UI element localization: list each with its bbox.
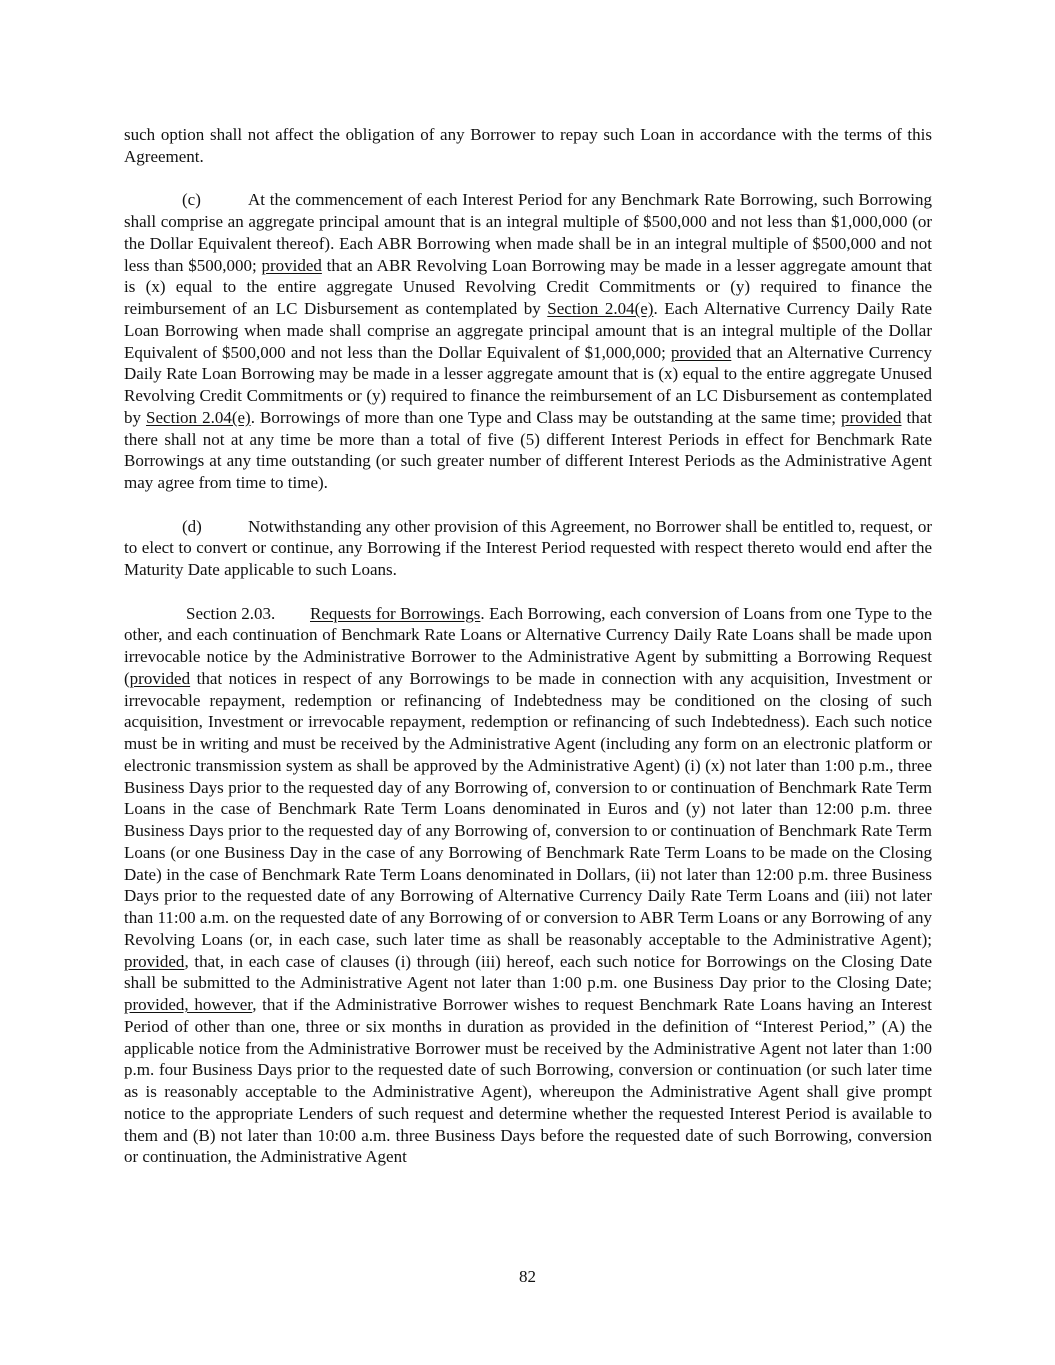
clause-c-text-5: . Borrowings of more than one Type and Class may be outstanding at the same time; xyxy=(250,407,842,427)
provided-term: provided xyxy=(670,342,732,362)
provided-term: provided xyxy=(129,668,191,688)
clause-c-text-3: . Each Alternative Currency Daily Rate Loan Borrowing when made shall comprise an aggregate principal amount that is an integral multiple of the Dollar Equivalent of $500,000 and not less than the Dollar Equivalent of $1,000,000; xyxy=(124,299,933,362)
provided-term: provided xyxy=(124,951,185,971)
section-text-3: , that, in each case of clauses (i) through (iii) hereof, each such notice for Borrowings on the Closing Date shall be submitted to the Administrative Agent not later than 1:00 p.m. one Business Day prior to the Closing Date; xyxy=(124,951,932,993)
provided-however-term: provided, however xyxy=(124,995,253,1014)
paragraph-text: such option shall not affect the obligation of any Borrower to repay such Loan in accordance with the terms of this Agreement. xyxy=(124,125,932,166)
provided-term: provided xyxy=(841,407,902,427)
page-number: 82 xyxy=(519,1267,536,1286)
clause-c-text-1: At the commencement of each Interest Period for any Benchmark Rate Borrowing, such Borrowing shall comprise an aggregate principal amount that is an integral multiple of $500,000 and not less than $1,000,000 (or the Dollar Equivalent thereof). Each ABR Borrowing when made shall be in an integral multiple of $500,000 and not less than $500,000; xyxy=(124,190,932,275)
section-text-1: . Each Borrowing, each conversion of Loans from one Type to the other, and each continuation of Benchmark Rate Loans or Alternative Currency Daily Rate Loans shall be made upon irrevocable notice by the Administrative Borrower to the Administrative Agent by submitting a Borrowing Request ( xyxy=(124,603,933,688)
section-heading: Requests for Borrowings xyxy=(310,603,481,623)
clause-label-c: (c) xyxy=(182,190,201,210)
provided-term: provided xyxy=(261,255,322,275)
clause-c-text-2: that an ABR Revolving Loan Borrowing may be made in a lesser aggregate amount that is (x) equal to the entire aggregate Unused Revolving Credit Commitments or (y) required to finance the reimbursement of an LC Disbursement as contemplated by xyxy=(124,255,932,318)
clause-d-text: Notwithstanding any other provision of this Agreement, no Borrower shall be entitled to, request, or to elect to convert or continue, any Borrowing if the Interest Period requested with respect thereto would end after the Maturity Date applicable to such Loans. xyxy=(124,516,932,579)
paragraph-d xyxy=(124,516,932,581)
clause-label-d: (d) xyxy=(182,516,202,536)
page-body xyxy=(124,124,932,1190)
clause-c-text-6: that there shall not at any time be more than a total of five (5) different Interest Periods in effect for Benchmark Rate Borrowings at any time outstanding (or such greater number of different Interest Periods as the Administrative Agent may agree from time to time). xyxy=(124,407,933,492)
section-2-03 xyxy=(124,603,932,1169)
section-text-4: , that if the Administrative Borrower wishes to request Benchmark Rate Loans having an Interest Period of other than one, three or six months in duration as provided in the definition of “Interest Period,” (A) the applicable notice from the Administrative Borrower must be received by the Administrative Agent not later than 1:00 p.m. four Business Days prior to the requested date of such Borrowing, conversion or continuation (or such later time as is reasonably acceptable to the Administrative Agent), whereupon the Administrative Agent shall give prompt notice to the appropriate Lenders of such request and determine whether the requested Interest Period is available to them and (B) not later than 10:00 a.m. three Business Days before the requested date of such Borrowing, conversion or continuation, the Administrative Agent xyxy=(124,995,932,1167)
section-reference: Section 2.04(e) xyxy=(146,407,251,427)
section-number: Section 2.03. xyxy=(186,603,276,623)
paragraph-continuation xyxy=(124,124,932,168)
clause-c-text-4: that an Alternative Currency Daily Rate Loan Borrowing may be made in a lesser aggregate amount that is (x) equal to the entire aggregate Unused Revolving Credit Commitments or (y) required to finance the reimbursement of an LC Disbursement as contemplated by xyxy=(124,342,932,427)
section-reference: Section 2.04(e) xyxy=(547,299,654,318)
section-text-2: that notices in respect of any Borrowings to be made in connection with any acquisition, Investment or irrevocable repayment, redemption or refinancing of Indebtedness may be conditioned on the closing of such acquisition, Investment or irrevocable repayment, redemption or refinancing of such Indebtedness). Each such notice must be in writing and must be received by the Administrative Agent (including any form on an electronic platform or electronic transmission system as shall be approved by the Administrative Agent) (i) (x) not later than 1:00 p.m., three Business Days prior to the requested day of any Borrowing of, conversion to or continuation of Benchmark Rate Term Loans in the case of Benchmark Rate Term Loans denominated in Euros and (y) not later than 12:00 p.m. three Business Days prior to the requested day of any Borrowing of, conversion to or continuation of Benchmark Rate Term Loans (or one Business Day in the case of any Borrowing of Benchmark Rate Term Loans to be made on the Closing Date) in the case of Benchmark Rate Term Loans denominated in Dollars, (ii) not later than 12:00 p.m. three Business Days prior to the requested date of any Borrowing of Alternative Currency Daily Rate Term Loans and (iii) not later than 11:00 a.m. on the requested date of any Borrowing of or conversion to ABR Term Loans or any Borrowing of any Revolving Loans (or, in each case, such later time as shall be reasonably acceptable to the Administrative Agent); xyxy=(124,668,932,949)
paragraph-c xyxy=(124,189,932,494)
